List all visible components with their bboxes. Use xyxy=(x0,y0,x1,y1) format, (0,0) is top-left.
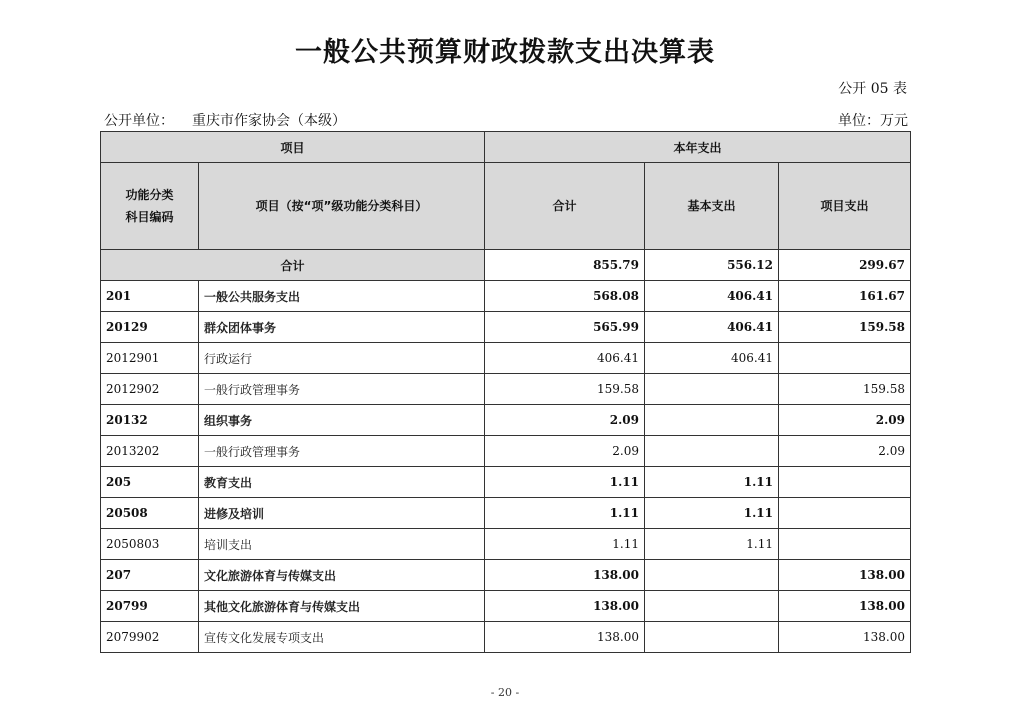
row-total: 406.41 xyxy=(485,343,645,374)
row-project: 2.09 xyxy=(779,405,911,436)
table-row xyxy=(101,374,911,405)
row-basic: 1.11 xyxy=(645,467,779,498)
row-name: 一般公共服务支出 xyxy=(199,281,485,312)
row-name: 教育支出 xyxy=(199,467,485,498)
row-project xyxy=(779,467,911,498)
row-project: 161.67 xyxy=(779,281,911,312)
form-number: 公开 05 表 xyxy=(838,81,907,97)
row-basic: 1.11 xyxy=(645,498,779,529)
row-name: 组织事务 xyxy=(199,405,485,436)
table-row xyxy=(101,343,911,374)
row-total: 138.00 xyxy=(485,560,645,591)
row-basic: 406.41 xyxy=(645,281,779,312)
row-basic: 1.11 xyxy=(645,529,779,560)
row-project xyxy=(779,529,911,560)
header-total: 合计 xyxy=(485,163,645,250)
table-row xyxy=(101,591,911,622)
row-total: 138.00 xyxy=(485,622,645,653)
row-name: 培训支出 xyxy=(199,529,485,560)
header-project-exp: 项目支出 xyxy=(779,163,911,250)
row-name: 一般行政管理事务 xyxy=(199,436,485,467)
page-title: 一般公共预算财政拨款支出决算表 xyxy=(295,37,715,68)
header-code xyxy=(101,163,199,250)
row-name: 一般行政管理事务 xyxy=(199,374,485,405)
row-code: 2012901 xyxy=(101,343,199,374)
row-total: 138.00 xyxy=(485,591,645,622)
row-name: 文化旅游体育与传媒支出 xyxy=(199,560,485,591)
header-project: 项目 xyxy=(101,132,485,163)
row-basic: 406.41 xyxy=(645,343,779,374)
header-basic: 基本支出 xyxy=(645,163,779,250)
row-project: 159.58 xyxy=(779,374,911,405)
row-basic: 406.41 xyxy=(645,312,779,343)
table-row xyxy=(101,622,911,653)
row-name: 宣传文化发展专项支出 xyxy=(199,622,485,653)
header-current-year: 本年支出 xyxy=(485,132,911,163)
row-basic xyxy=(645,622,779,653)
row-code: 2013202 xyxy=(101,436,199,467)
row-code: 20129 xyxy=(101,312,199,343)
row-project xyxy=(779,343,911,374)
row-project: 138.00 xyxy=(779,622,911,653)
row-code: 2079902 xyxy=(101,622,199,653)
row-project xyxy=(779,498,911,529)
row-total: 159.58 xyxy=(485,374,645,405)
row-total: 2.09 xyxy=(485,436,645,467)
table-row xyxy=(101,405,911,436)
row-total: 565.99 xyxy=(485,312,645,343)
row-total: 1.11 xyxy=(485,467,645,498)
row-basic xyxy=(645,374,779,405)
row-basic xyxy=(645,405,779,436)
row-name: 进修及培训 xyxy=(199,498,485,529)
row-code: 2050803 xyxy=(101,529,199,560)
row-code: 20508 xyxy=(101,498,199,529)
table-row xyxy=(101,281,911,312)
total-row-basic: 556.12 xyxy=(645,250,779,281)
page-number: - 20 - xyxy=(490,686,520,699)
row-name: 行政运行 xyxy=(199,343,485,374)
row-name: 群众团体事务 xyxy=(199,312,485,343)
table-row xyxy=(101,467,911,498)
row-code: 20132 xyxy=(101,405,199,436)
row-basic xyxy=(645,560,779,591)
row-code: 20799 xyxy=(101,591,199,622)
money-unit: 单位：万元 xyxy=(838,113,908,129)
reporting-unit-name: 重庆市作家协会（本级） xyxy=(192,113,346,129)
reporting-unit-label: 公开单位： xyxy=(104,113,174,129)
row-code: 205 xyxy=(101,467,199,498)
row-project: 2.09 xyxy=(779,436,911,467)
row-name: 其他文化旅游体育与传媒支出 xyxy=(199,591,485,622)
table-row xyxy=(101,498,911,529)
row-total: 1.11 xyxy=(485,498,645,529)
table-row xyxy=(101,312,911,343)
row-code: 2012902 xyxy=(101,374,199,405)
total-row-total: 855.79 xyxy=(485,250,645,281)
total-row-label: 合计 xyxy=(101,250,485,281)
row-code: 207 xyxy=(101,560,199,591)
total-row-project: 299.67 xyxy=(779,250,911,281)
table-row xyxy=(101,529,911,560)
row-project: 138.00 xyxy=(779,560,911,591)
row-total: 2.09 xyxy=(485,405,645,436)
row-basic xyxy=(645,591,779,622)
header-code-text: 功能分类科目编码 xyxy=(125,188,174,224)
row-total: 568.08 xyxy=(485,281,645,312)
row-basic xyxy=(645,436,779,467)
table-row xyxy=(101,560,911,591)
row-project: 138.00 xyxy=(779,591,911,622)
row-code: 201 xyxy=(101,281,199,312)
expenditure-table xyxy=(100,131,911,653)
table-row xyxy=(101,436,911,467)
row-total: 1.11 xyxy=(485,529,645,560)
header-item: 项目（按“项”级功能分类科目） xyxy=(199,163,485,250)
reporting-unit xyxy=(104,110,346,130)
row-project: 159.58 xyxy=(779,312,911,343)
total-row xyxy=(101,250,911,281)
